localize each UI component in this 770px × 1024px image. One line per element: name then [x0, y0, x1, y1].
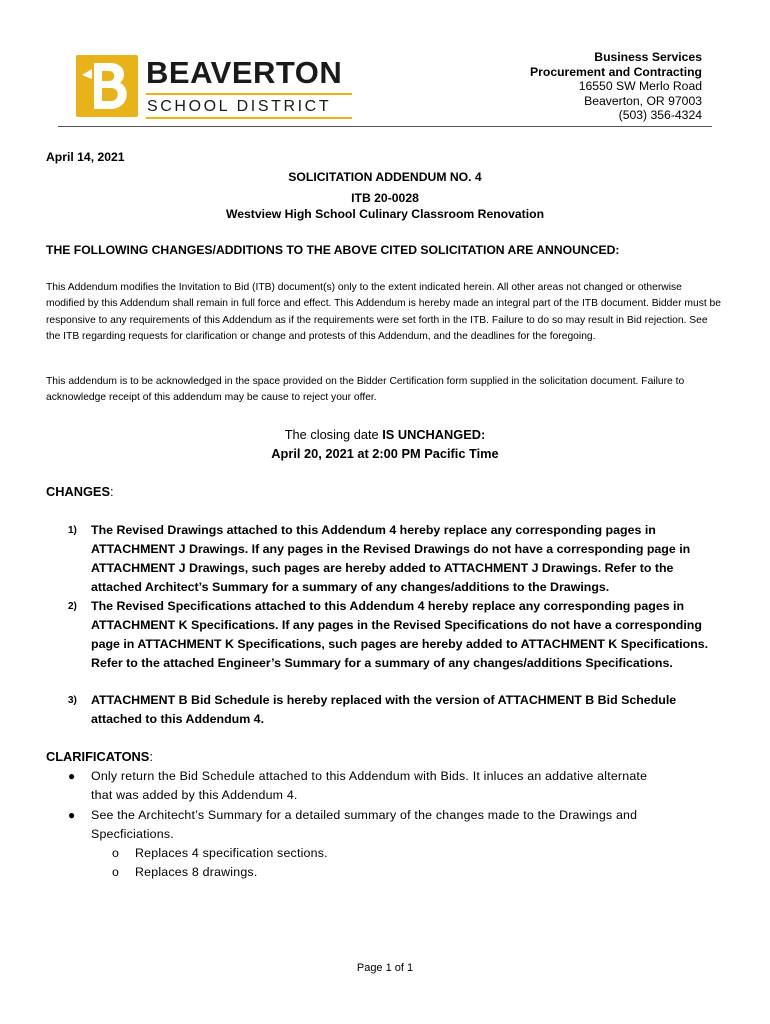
change-number: 3) [68, 695, 77, 706]
address-office: Procurement and Contracting [530, 64, 702, 79]
addendum-title: SOLICITATION ADDENDUM NO. 4 [288, 170, 482, 184]
clarification-text: See the Architecht’s Summary for a detailed summary of the changes made to the Drawings and Specficiations. [91, 808, 638, 841]
project-name: Westview High School Culinary Classroom Renovation [225, 207, 545, 221]
bullet-icon: ● [68, 769, 76, 783]
change-number: 1) [68, 525, 77, 536]
clarification-text: Only return the Bid Schedule attached to this Addendum with Bids. It inluces an addative alternate that was added by this Addendum 4. [91, 769, 648, 802]
change-text: ATTACHMENT B Bid Schedule is hereby replaced with the version of ATTACHMENT B Bid Schedule attached to this Addendum 4. [91, 693, 677, 726]
header-divider [58, 126, 712, 127]
address-dept: Business Services [594, 50, 702, 64]
itb-number: ITB 20-0028 [351, 191, 419, 205]
closing-datetime: April 20, 2021 at 2:00 PM Pacific Time [271, 446, 499, 461]
clarifications-heading-text: CLARIFICATONS [46, 749, 150, 764]
address-phone: (503) 356-4324 [618, 108, 702, 122]
beaverton-b-logo-icon [76, 55, 138, 117]
changes-heading-text: CHANGES [46, 484, 110, 499]
closing-status: IS UNCHANGED: [382, 427, 486, 442]
brand-subtitle: SCHOOL DISTRICT [147, 98, 332, 115]
intro-paragraph: This Addendum modifies the Invitation to Bid (ITB) document(s) only to the extent indicated herein. All other areas not changed or otherwise modified by this Addendum shall remain in full force and effect. This Addendum is hereby made an integral part of the ITB document. Bidder must be responsive to any requirements of this Addendum as if the requirements were set forth in the ITB. Failure to do so may result in Bid rejection. See the ITB regarding requests for clarification or change and protests of this Addendum, and the deadlines for the foregoing. [46, 282, 722, 342]
address-block [530, 50, 702, 123]
change-text: The Revised Specifications attached to this Addendum 4 hereby replace any corresponding pages in ATTACHMENT K Specifications. If any pages in the Revised Specifications do not have a corresponding page in ATTACHMENT K Specifications, such pages are hereby added to ATTACHMENT K Specifications. Refer to the attached Engineer’s Summary for a summary of any changes/additions Specifications. [91, 599, 709, 670]
announce-heading: THE FOLLOWING CHANGES/ADDITIONS TO THE ABOVE CITED SOLICITATION ARE ANNOUNCED: [46, 243, 620, 257]
subitem-text: Replaces 4 specification sections. [135, 846, 328, 860]
clarifications-heading [46, 749, 153, 764]
document-date: April 14, 2021 [46, 150, 125, 164]
clarifications-heading-colon: : [149, 749, 153, 764]
subitem-text: Replaces 8 drawings. [135, 865, 258, 879]
circle-bullet-icon: o [112, 865, 120, 879]
address-street: 16550 SW Merlo Road [578, 79, 702, 93]
acknowledge-paragraph: This addendum is to be acknowledged in the space provided on the Bidder Certification form supplied in the solicitation document. Failure to acknowledge receipt of this addendum may be cause to reject your offer. [46, 376, 685, 404]
logo-rule [146, 93, 352, 95]
change-text: The Revised Drawings attached to this Addendum 4 hereby replace any corresponding pages in ATTACHMENT J Drawings. If any pages in the Revised Drawings do not have a corresponding page in ATTACHMENT J Drawings, such pages are hereby added to ATTACHMENT J Drawings. Refer to the attached Architect’s Summary for a summary of any changes/additions to the Drawings. [91, 523, 691, 594]
logo-underline [146, 117, 352, 119]
changes-heading [46, 484, 114, 499]
closing-prefix: The closing date [284, 427, 383, 442]
circle-bullet-icon: o [112, 846, 120, 860]
bullet-icon: ● [68, 808, 76, 822]
closing-date-line [0, 427, 770, 442]
brand-name: BEAVERTON [146, 55, 343, 90]
page-number: Page 1 of 1 [356, 962, 414, 974]
address-city: Beaverton, OR 97003 [584, 93, 702, 108]
changes-heading-colon: : [110, 484, 114, 499]
district-logo [76, 55, 352, 119]
change-number: 2) [68, 601, 77, 612]
